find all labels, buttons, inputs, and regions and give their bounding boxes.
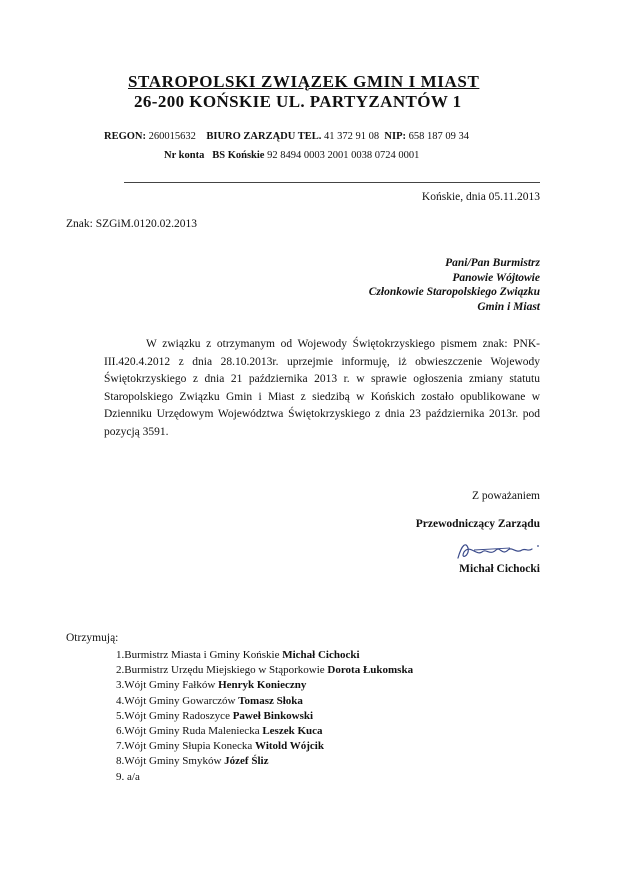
body-paragraph: W związku z otrzymanym od Wojewody Świętokrzyskiego pismem znak: PNK-III.420.4.2012 z dnia 28.10.2013r. uprzejmie informuję, iż obwieszczenie Wojewody Świętokrzyskiego z dnia 21 października 2013 r. w sprawie ogłoszenia zmiany statutu Staropolskiego Związku Gmin i Miast z siedzibą w Końskich zostało opublikowane w Dzienniku Urzędowym Województwa Świętokrzyskiego z dnia 23 października 2013r. pod pozycją 3591. [104, 338, 540, 438]
phone-label: BIURO ZARZĄDU TEL. [206, 131, 322, 142]
nip-label: NIP: [384, 131, 407, 142]
list-item: 9. a/a [116, 770, 140, 783]
list-item: 4.Wójt Gminy Gowarczów Tomasz Słoka [116, 694, 303, 707]
date-line: Końskie, dnia 05.11.2013 [421, 191, 540, 203]
addressee-line: Gmin i Miast [477, 300, 540, 313]
organization-name: STAROPOLSKI ZWIĄZEK GMIN I MIAST [128, 72, 480, 91]
signatory-name: Michał Cichocki [459, 563, 540, 575]
addressee-line: Panowie Wójtowie [452, 271, 540, 284]
addressee-line: Pani/Pan Burmistrz [445, 257, 540, 269]
list-item: 5.Wójt Gminy Radoszyce Paweł Binkowski [116, 709, 314, 722]
account-line [164, 150, 419, 161]
letter-body [104, 336, 540, 442]
registration-line [104, 131, 469, 142]
bank-label: BS Końskie [212, 150, 265, 161]
list-item: 2.Burmistrz Urzędu Miejskiego w Stąporkowie Dorota Łukomska [116, 664, 414, 677]
regon-label: REGON: [104, 131, 146, 142]
reference-number: Znak: SZGiM.0120.02.2013 [66, 218, 197, 230]
header-divider [124, 182, 540, 183]
recipients-header: Otrzymują: [66, 632, 119, 644]
account-value: 92 8494 0003 2001 0038 0724 0001 [267, 150, 420, 161]
account-label: Nr konta [164, 150, 205, 161]
list-item: 6.Wójt Gminy Ruda Maleniecka Leszek Kuca [116, 725, 323, 738]
addressee-line: Członkowie Staropolskiego Związku [368, 286, 540, 298]
organization-address: 26-200 KOŃSKIE UL. PARTYZANTÓW 1 [134, 92, 462, 111]
phone-value: 41 372 91 08 [324, 131, 380, 142]
signatory-title: Przewodniczący Zarządu [415, 518, 540, 530]
list-item: 3.Wójt Gminy Fałków Henryk Konieczny [116, 679, 307, 692]
list-item: 7.Wójt Gminy Słupia Konecka Witold Wójcik [116, 740, 324, 753]
regon-value: 260015632 [148, 131, 196, 142]
addressee-block [369, 256, 540, 314]
closing-phrase: Z poważaniem [471, 490, 540, 502]
list-item: 1.Burmistrz Miasta i Gminy Końskie Michał Cichocki [116, 649, 360, 661]
recipients-list [116, 648, 413, 785]
nip-value: 658 187 09 34 [408, 131, 470, 142]
list-item: 8.Wójt Gminy Smyków Józef Śliz [116, 755, 269, 768]
